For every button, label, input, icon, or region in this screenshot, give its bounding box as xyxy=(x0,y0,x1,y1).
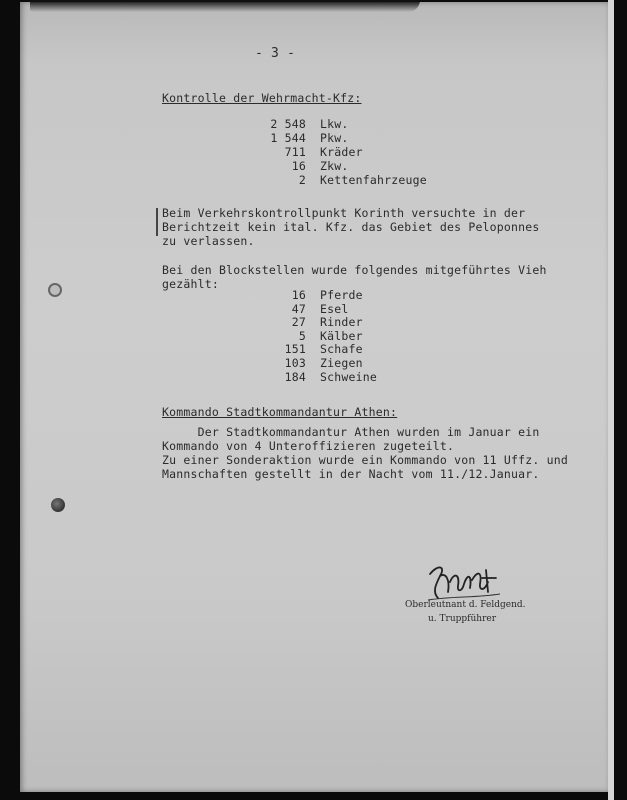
vehicle-row-count: 1 544 xyxy=(270,131,306,145)
livestock-row-count: 184 xyxy=(284,369,306,384)
paragraph-line: Bei den Blockstellen wurde folgendes mitgeführtes Vieh xyxy=(162,263,547,277)
document-page xyxy=(20,2,608,792)
vehicle-row-count: 2 548 xyxy=(270,117,306,131)
punch-hole xyxy=(51,498,65,512)
handwritten-signature xyxy=(424,562,504,604)
section-heading-athens: Kommando Stadtkommandantur Athen: xyxy=(162,405,398,419)
margin-bracket xyxy=(156,208,158,236)
vehicle-row-label: Zkw. xyxy=(320,159,349,173)
paragraph-line: Zu einer Sonderaktion wurde ein Kommando von 11 Uffz. und xyxy=(162,453,569,467)
livestock-row-count: 5 xyxy=(298,328,306,343)
vehicle-row-label: Kräder xyxy=(320,145,363,159)
punch-hole xyxy=(48,283,62,297)
livestock-row-label: Rinder xyxy=(320,315,363,330)
livestock-row-count: 16 xyxy=(291,288,306,302)
livestock-row-label: Esel xyxy=(320,301,349,316)
livestock-row-label: Ziegen xyxy=(320,356,363,370)
section-heading-vehicles: Kontrolle der Wehrmacht-Kfz: xyxy=(162,91,362,105)
vehicle-row-label: Lkw. xyxy=(320,117,349,131)
vehicle-row-count: 2 xyxy=(298,173,306,187)
livestock-row-label: Pferde xyxy=(320,288,363,302)
paragraph-line: Beim Verkehrskontrollpunkt Korinth versuchte in der xyxy=(162,206,526,220)
signature-rank-line: Oberleutnant d. Feldgend. xyxy=(405,600,526,610)
page-top-shadow xyxy=(30,0,420,12)
vehicle-row-count: 711 xyxy=(284,145,306,159)
paragraph-line: zu verlassen. xyxy=(162,234,255,248)
paragraph-line: Der Stadtkommandantur Athen wurden im Januar ein xyxy=(162,425,540,439)
page-right-edge xyxy=(608,0,614,800)
livestock-row-count: 103 xyxy=(284,356,306,370)
paragraph-line: Mannschaften gestellt in der Nacht vom 11./12.Januar. xyxy=(162,467,540,481)
livestock-row-count: 151 xyxy=(284,342,306,357)
livestock-row-label: Schweine xyxy=(320,369,377,384)
signature-rank-line: u. Truppführer xyxy=(428,614,496,624)
paragraph-line: gezählt: xyxy=(162,277,219,291)
page-number: - 3 - xyxy=(255,46,296,61)
paragraph-line: Kommando von 4 Unteroffizieren zugeteilt. xyxy=(162,439,455,453)
paragraph-line: Berichtzeit kein ital. Kfz. das Gebiet des Peloponnes xyxy=(162,220,540,234)
vehicle-row-label: Kettenfahrzeuge xyxy=(320,173,427,187)
livestock-row-label: Kälber xyxy=(320,328,363,343)
livestock-row-count: 27 xyxy=(291,315,306,330)
livestock-row-label: Schafe xyxy=(320,342,363,357)
vehicle-row-label: Pkw. xyxy=(320,131,349,145)
livestock-row-count: 47 xyxy=(291,301,306,316)
vehicle-row-count: 16 xyxy=(291,159,306,173)
